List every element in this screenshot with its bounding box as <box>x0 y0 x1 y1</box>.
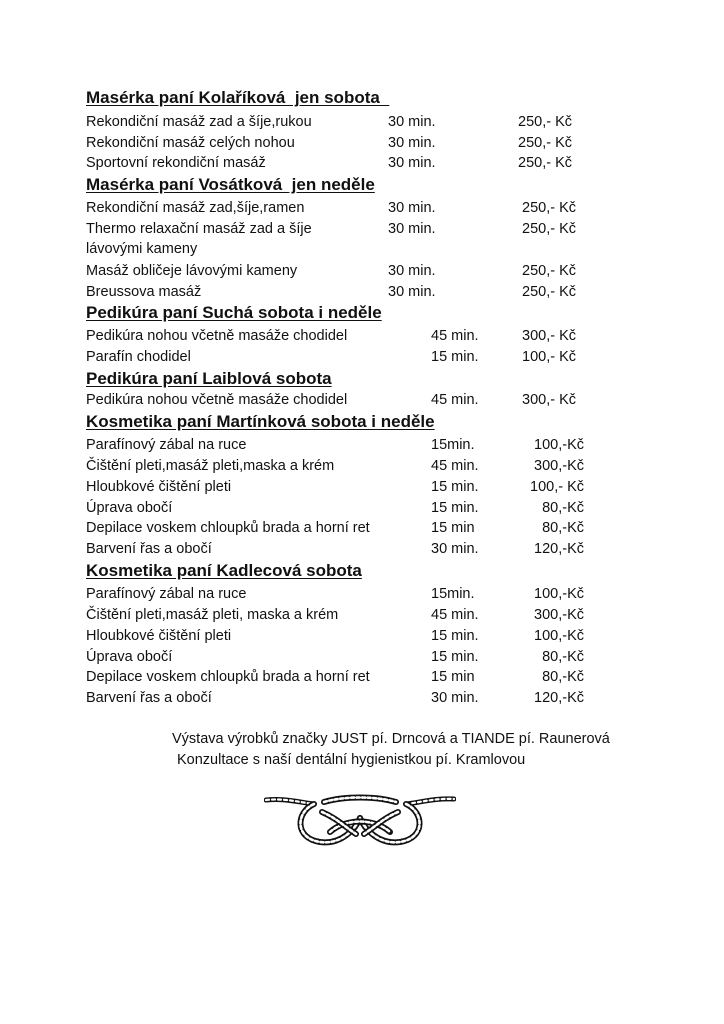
footer-exhibition-note: Výstava výrobků značky JUST pí. Drncová a TIANDE pí. Raunerová <box>172 731 610 747</box>
service-duration: 30 min. <box>388 263 436 279</box>
service-name: Rekondiční masáž zad,šíje,ramen <box>86 200 305 216</box>
service-duration: 45 min. <box>431 392 479 408</box>
service-duration: 15 min. <box>431 649 479 665</box>
service-duration: 30 min. <box>388 284 436 300</box>
service-duration: 15min. <box>431 586 475 602</box>
service-duration: 15 min. <box>431 500 479 516</box>
service-name: Masáž obličeje lávovými kameny <box>86 263 298 279</box>
service-duration: 15 min. <box>431 628 479 644</box>
section-heading-sucha: Pedikúra paní Suchá sobota i neděle <box>86 303 382 322</box>
service-duration: 15 min <box>431 520 475 536</box>
section-heading-vosatkova: Masérka paní Vosátková jen neděle <box>86 175 375 194</box>
service-name: Rekondiční masáž zad a šíje,rukou <box>86 114 312 130</box>
service-name: Rekondiční masáž celých nohou <box>86 135 295 151</box>
service-name: Úprava obočí <box>86 500 173 516</box>
section-heading-martinkova: Kosmetika paní Martínková sobota i neděle <box>86 412 435 431</box>
service-name: Barvení řas a obočí <box>86 541 212 557</box>
service-name: Depilace voskem chloupků brada a horní ret <box>86 669 370 685</box>
service-name: Depilace voskem chloupků brada a horní ret <box>86 520 370 536</box>
service-duration: 30 min. <box>388 155 436 171</box>
service-duration: 30 min. <box>388 114 436 130</box>
section-heading-kolarikova: Masérka paní Kolaříková jen sobota <box>86 88 390 107</box>
service-name: Parafín chodidel <box>86 349 191 365</box>
service-price: 300,- Kč <box>522 392 576 408</box>
rope-knot-icon <box>264 788 456 850</box>
service-duration: 45 min. <box>431 607 479 623</box>
service-name: Sportovní rekondiční masáž <box>86 155 266 171</box>
service-name: Hloubkové čištění pleti <box>86 479 232 495</box>
service-price: 300,-Kč <box>534 458 584 474</box>
service-name: Parafínový zábal na ruce <box>86 437 247 453</box>
service-duration: 45 min. <box>431 328 479 344</box>
service-price: 80,-Kč <box>542 520 584 536</box>
service-duration: 30 min. <box>388 200 436 216</box>
service-price: 250,- Kč <box>522 263 576 279</box>
service-duration: 30 min. <box>388 135 436 151</box>
service-duration: 15min. <box>431 437 475 453</box>
service-price: 80,-Kč <box>542 500 584 516</box>
service-name-line2: lávovými kameny <box>86 241 198 257</box>
service-price: 250,- Kč <box>522 200 576 216</box>
service-price: 80,-Kč <box>542 669 584 685</box>
service-price: 80,-Kč <box>542 649 584 665</box>
footer-consultation-note: Konzultace s naší dentální hygienistkou pí. Kramlovou <box>177 752 526 768</box>
service-price: 100,- Kč <box>530 479 584 495</box>
service-price: 300,-Kč <box>534 607 584 623</box>
service-duration: 30 min. <box>431 690 479 706</box>
service-name: Pedikúra nohou včetně masáže chodidel <box>86 392 348 408</box>
service-price: 120,-Kč <box>534 690 584 706</box>
service-name: Parafínový zábal na ruce <box>86 586 247 602</box>
service-duration: 45 min. <box>431 458 479 474</box>
service-price: 250,- Kč <box>522 284 576 300</box>
service-price: 300,- Kč <box>522 328 576 344</box>
service-price: 250,- Kč <box>518 155 572 171</box>
service-name: Breussova masáž <box>86 284 202 300</box>
service-price: 100,-Kč <box>534 437 584 453</box>
service-price: 120,-Kč <box>534 541 584 557</box>
service-duration: 15 min. <box>431 479 479 495</box>
section-heading-kadlecova: Kosmetika paní Kadlecová sobota <box>86 561 362 580</box>
service-duration: 15 min. <box>431 349 479 365</box>
service-name: Hloubkové čištění pleti <box>86 628 232 644</box>
service-name: Barvení řas a obočí <box>86 690 212 706</box>
service-duration: 15 min <box>431 669 475 685</box>
service-duration: 30 min. <box>431 541 479 557</box>
service-price: 250,- Kč <box>518 114 572 130</box>
service-duration: 30 min. <box>388 221 436 237</box>
service-price: 100,- Kč <box>522 349 576 365</box>
service-price: 100,-Kč <box>534 628 584 644</box>
service-price: 250,- Kč <box>522 221 576 237</box>
service-name: Úprava obočí <box>86 649 173 665</box>
service-name: Thermo relaxační masáž zad a šíje <box>86 221 312 237</box>
service-name: Čištění pleti,masáž pleti, maska a krém <box>86 607 339 623</box>
section-heading-laiblova: Pedikúra paní Laiblová sobota <box>86 369 332 388</box>
service-name: Čištění pleti,masáž pleti,maska a krém <box>86 458 335 474</box>
service-name: Pedikúra nohou včetně masáže chodidel <box>86 328 348 344</box>
service-price: 100,-Kč <box>534 586 584 602</box>
service-price: 250,- Kč <box>518 135 572 151</box>
